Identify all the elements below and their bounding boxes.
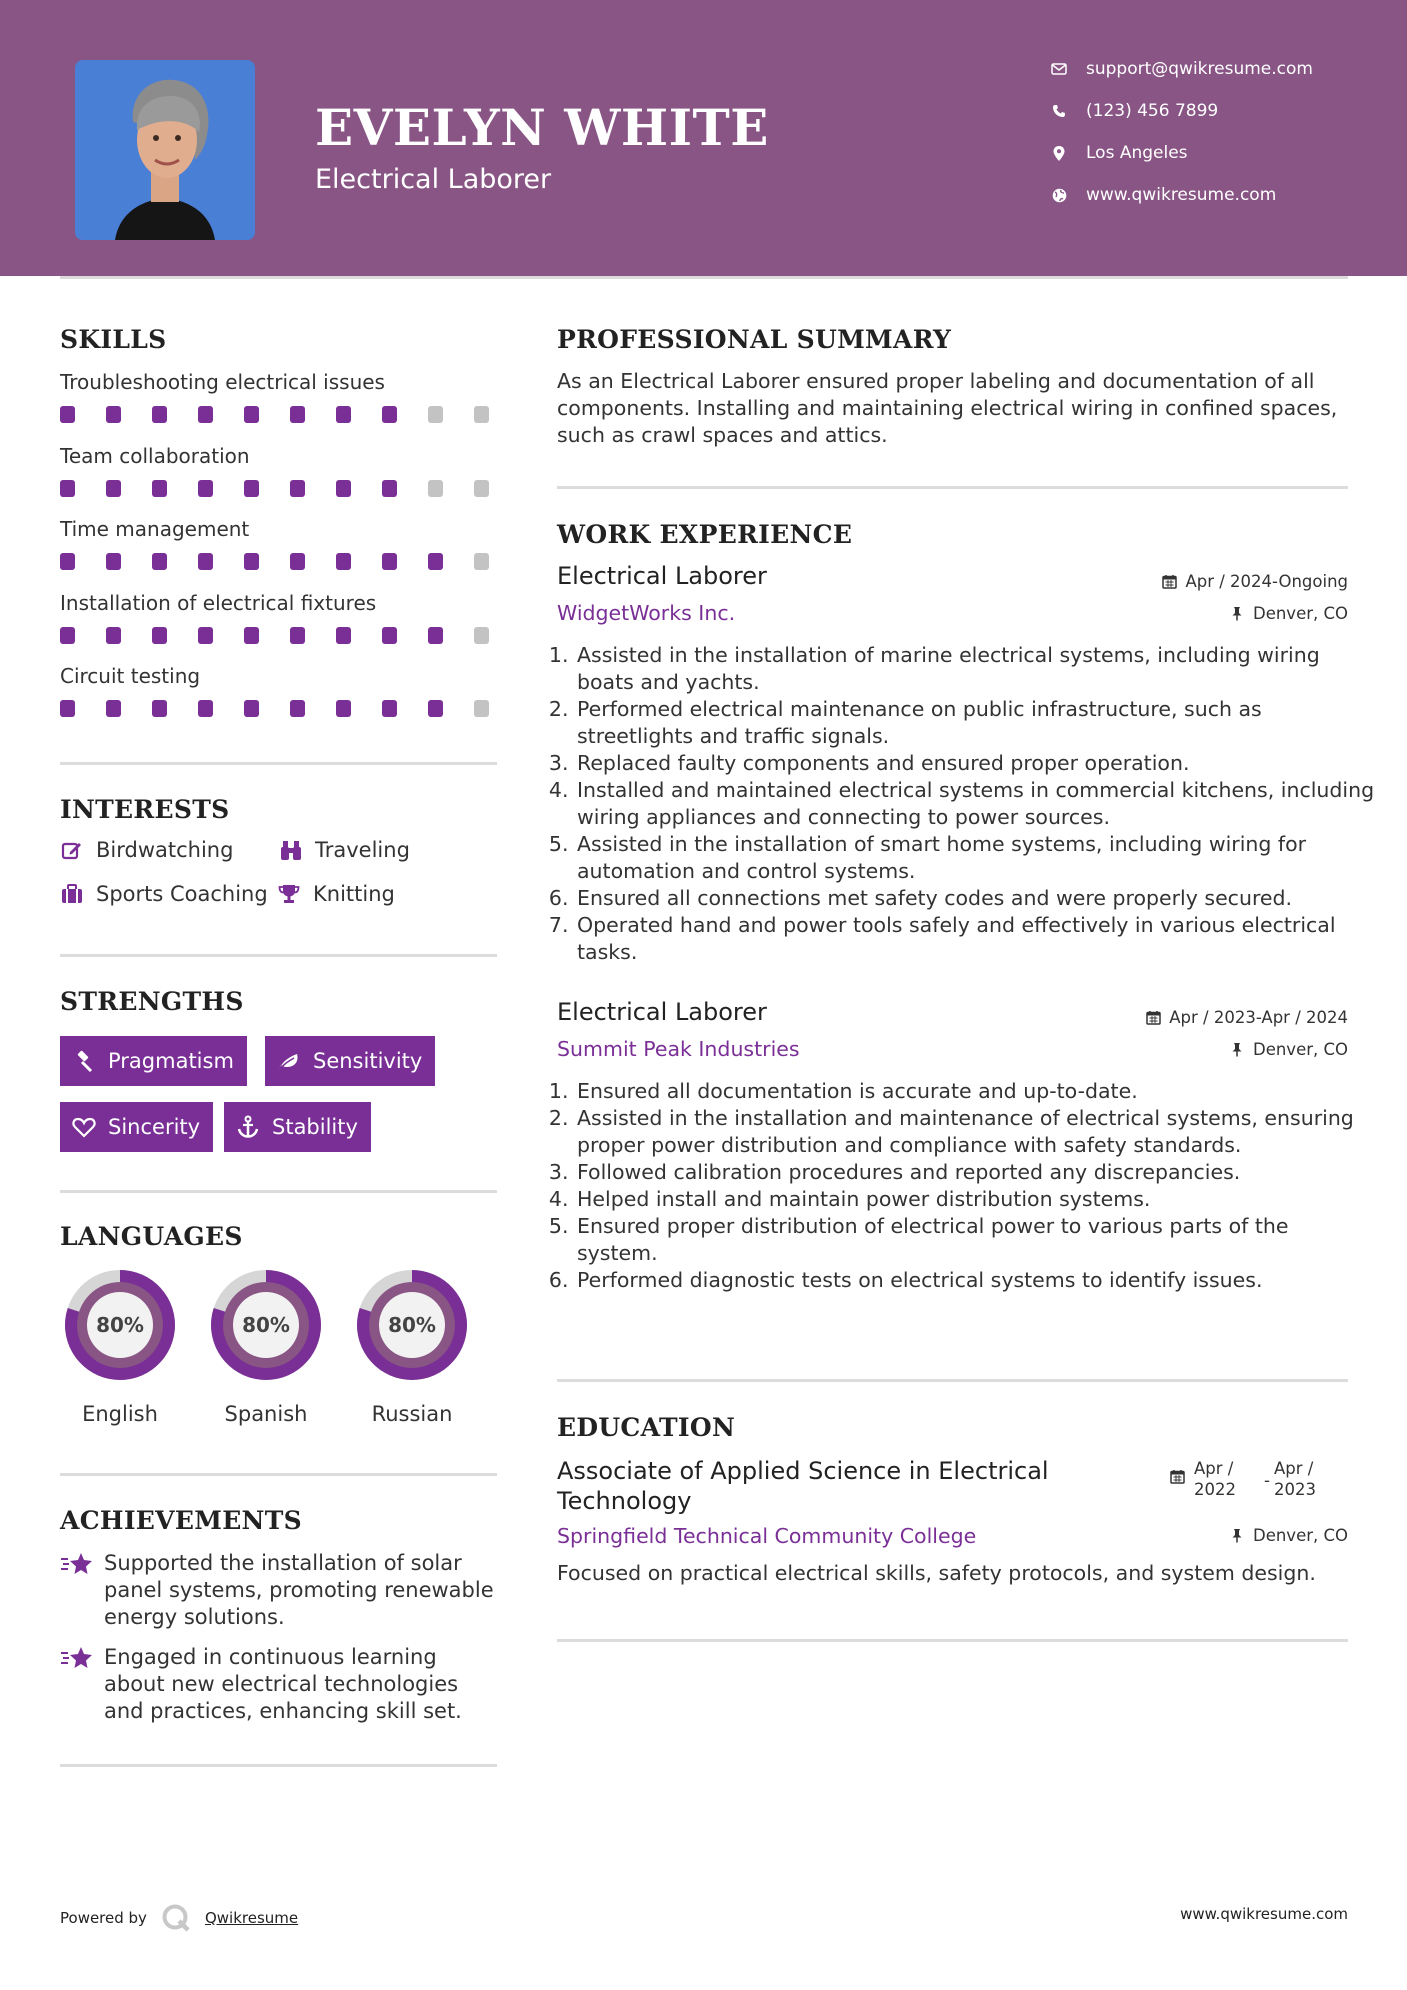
interest-label: Sports Coaching — [96, 882, 268, 906]
rating-dot-filled — [106, 700, 121, 717]
interests-title: INTERESTS — [60, 795, 230, 824]
skill-rating — [60, 406, 520, 423]
languages-title: LANGUAGES — [60, 1222, 243, 1251]
rating-dot-filled — [60, 406, 75, 423]
strength-label: Sincerity — [108, 1115, 201, 1139]
strength-label: Sensitivity — [313, 1049, 423, 1073]
work-divider — [557, 1379, 1348, 1382]
rating-dot-filled — [290, 480, 305, 497]
skills-title: SKILLS — [60, 325, 167, 354]
interest-label: Knitting — [313, 882, 395, 906]
skill-rating — [60, 553, 520, 570]
contact-website[interactable] — [1050, 185, 1276, 205]
responsibility-item: 5. Ensured proper distribution of electrical power to various parts of the system. — [575, 1213, 1375, 1267]
rating-dot-filled — [336, 480, 351, 497]
pin-icon — [1229, 1042, 1245, 1058]
skill-name: Time management — [60, 517, 250, 541]
responsibility-item: 1. Ensured all documentation is accurate and up-to-date. — [575, 1078, 1375, 1105]
company-name[interactable]: Summit Peak Industries — [557, 1037, 800, 1061]
powered-by-text: Powered by — [60, 1909, 147, 1927]
achievement-item — [60, 1644, 499, 1725]
responsibility-item: 6. Performed diagnostic tests on electrical systems to identify issues. — [575, 1267, 1375, 1294]
rating-dot-filled — [290, 700, 305, 717]
rating-dot-filled — [382, 406, 397, 423]
location-text: Denver, CO — [1252, 1526, 1348, 1545]
job-responsibilities — [552, 642, 1375, 966]
strength-label: Stability — [272, 1115, 358, 1139]
trophy-icon — [277, 882, 301, 906]
rating-dot-filled — [382, 700, 397, 717]
responsibility-item: 7. Operated hand and power tools safely and effectively in various electrical tasks. — [575, 912, 1375, 966]
binoculars-icon — [279, 838, 303, 862]
education-description: Focused on practical electrical skills, safety protocols, and system design. — [557, 1561, 1316, 1585]
job-title: Electrical Laborer — [557, 562, 767, 590]
achievement-item — [60, 1550, 499, 1631]
strength-sensitivity — [265, 1036, 435, 1086]
percent-label: 80% — [388, 1313, 436, 1337]
pen-square-icon — [60, 838, 84, 862]
skill-name: Installation of electrical fixtures — [60, 590, 377, 615]
education-title: EDUCATION — [557, 1413, 736, 1442]
education-location — [1229, 1526, 1348, 1545]
interest-traveling — [279, 838, 410, 862]
contact-phone[interactable] — [1050, 101, 1218, 121]
rating-dot-filled — [198, 406, 213, 423]
star-icon — [60, 1550, 94, 1580]
rating-dot-filled — [198, 700, 213, 717]
interest-knitting — [277, 882, 395, 906]
summary-text: As an Electrical Laborer ensured proper labeling and documentation of all components. Installing and maintaining electrical wiring in confined spaces, such as crawl spaces and attics. — [557, 369, 1338, 447]
pin-icon — [1229, 606, 1245, 622]
profile-photo — [75, 60, 255, 240]
header-divider — [60, 276, 1348, 279]
skills-divider — [60, 762, 497, 765]
rating-dot-empty — [474, 553, 489, 570]
date-separator: - — [1264, 1471, 1270, 1490]
strength-sincerity — [60, 1102, 213, 1152]
rating-dot-filled — [198, 480, 213, 497]
star-icon — [60, 1644, 94, 1674]
briefcase-icon — [60, 882, 84, 906]
start-date: Apr / 2022 — [1194, 1459, 1236, 1499]
skill-name: Team collaboration — [60, 443, 250, 468]
education-dates — [1170, 1458, 1324, 1500]
rating-dot-filled — [382, 480, 397, 497]
pin-icon — [1229, 1528, 1245, 1544]
rating-dot-empty — [474, 627, 489, 644]
rating-dot-filled — [106, 627, 121, 644]
rating-dot-filled — [152, 700, 167, 717]
rating-dot-filled — [152, 406, 167, 423]
school-name[interactable]: Springfield Technical Community College — [557, 1524, 977, 1548]
percent-label: 80% — [96, 1313, 144, 1337]
job-dates — [1145, 1008, 1348, 1027]
qwikresume-logo-icon — [161, 1903, 191, 1933]
work-title: WORK EXPERIENCE — [557, 520, 853, 549]
globe-icon — [1050, 186, 1068, 204]
candidate-name: EVELYN WHITE — [315, 98, 769, 157]
resume-header — [0, 0, 1407, 276]
skill-rating — [60, 480, 520, 497]
envelope-icon — [1050, 60, 1068, 78]
rating-dot-filled — [60, 627, 75, 644]
end-date: Apr / 2023 — [1273, 1459, 1316, 1499]
rating-dot-filled — [382, 553, 397, 570]
rating-dot-filled — [244, 480, 259, 497]
footer-website[interactable]: www.qwikresume.com — [1180, 1905, 1348, 1923]
job-title: Electrical Laborer — [557, 998, 767, 1026]
location-text: Los Angeles — [1086, 143, 1188, 163]
skill-name: Circuit testing — [60, 664, 201, 688]
heart-icon — [72, 1115, 96, 1139]
progress-ring — [351, 1264, 473, 1386]
rating-dot-filled — [428, 700, 443, 717]
location-text: Denver, CO — [1252, 604, 1348, 623]
calendar-icon — [1161, 574, 1177, 590]
rating-dot-empty — [428, 406, 443, 423]
rating-dot-filled — [152, 480, 167, 497]
responsibility-item: 6. Ensured all connections met safety codes and were properly secured. — [575, 885, 1375, 912]
responsibility-item: 5. Assisted in the installation of smart home systems, including wiring for automation and control systems. — [575, 831, 1375, 885]
rating-dot-filled — [152, 553, 167, 570]
responsibility-item: 2. Assisted in the installation and maintenance of electrical systems, ensuring proper power distribution and compliance with safety standards. — [575, 1105, 1375, 1159]
languages-divider — [60, 1473, 497, 1476]
rating-dot-filled — [244, 700, 259, 717]
achievement-text: Supported the installation of solar panel systems, promoting renewable energy solutions. — [104, 1551, 494, 1629]
job-location — [1229, 604, 1348, 623]
rating-dot-filled — [106, 553, 121, 570]
rating-dot-filled — [290, 406, 305, 423]
anchor-icon — [236, 1115, 260, 1139]
rating-dot-filled — [244, 627, 259, 644]
strength-label: Pragmatism — [108, 1049, 234, 1073]
language-name: Spanish — [224, 1402, 308, 1426]
rating-dot-filled — [60, 700, 75, 717]
responsibility-item: 4. Installed and maintained electrical systems in commercial kitchens, including wiring appliances and connecting to power sources. — [575, 777, 1375, 831]
skill-name: Troubleshooting electrical issues — [60, 370, 385, 394]
rating-dot-filled — [336, 700, 351, 717]
phone-icon — [1050, 102, 1068, 120]
job-location — [1229, 1040, 1348, 1059]
rating-dot-filled — [60, 480, 75, 497]
responsibility-item: 2. Performed electrical maintenance on public infrastructure, such as streetlights and traffic signals. — [575, 696, 1375, 750]
qwikresume-link[interactable]: Qwikresume — [204, 1909, 299, 1927]
summary-title: PROFESSIONAL SUMMARY — [557, 325, 952, 354]
rating-dot-empty — [474, 406, 489, 423]
map-marker-icon — [1050, 144, 1068, 162]
rating-dot-empty — [474, 700, 489, 717]
rating-dot-filled — [244, 553, 259, 570]
strengths-title: STRENGTHS — [60, 987, 244, 1016]
strengths-divider — [60, 1190, 497, 1193]
dates-text: Apr / 2024-Ongoing — [1185, 572, 1348, 591]
language-name: English — [82, 1402, 158, 1426]
rating-dot-filled — [198, 553, 213, 570]
achievements-title: ACHIEVEMENTS — [60, 1506, 302, 1535]
company-name[interactable]: WidgetWorks Inc. — [557, 601, 736, 625]
progress-ring — [59, 1264, 181, 1386]
job-dates — [1161, 572, 1348, 591]
phone-text[interactable]: (123) 456 7899 — [1086, 101, 1219, 121]
rating-dot-filled — [198, 627, 213, 644]
responsibility-item: 1. Assisted in the installation of marine electrical systems, including wiring boats and yachts. — [575, 642, 1375, 696]
interest-birdwatching — [60, 838, 233, 862]
degree-name: Associate of Applied Science in Electrical Technology — [557, 1457, 1049, 1515]
candidate-role: Electrical Laborer — [315, 164, 552, 195]
rating-dot-filled — [106, 480, 121, 497]
dates-text: Apr / 2023-Apr / 2024 — [1169, 1008, 1348, 1027]
skill-rating — [60, 627, 520, 644]
language-ring — [205, 1264, 327, 1390]
interests-divider — [60, 954, 497, 957]
achievements-divider — [60, 1764, 497, 1767]
contact-location — [1050, 143, 1188, 163]
rating-dot-filled — [428, 553, 443, 570]
email-text[interactable]: support@qwikresume.com — [1086, 59, 1313, 79]
calendar-icon — [1145, 1010, 1161, 1026]
rating-dot-filled — [290, 553, 305, 570]
responsibility-item: 3. Replaced faulty components and ensured proper operation. — [575, 750, 1375, 777]
rating-dot-filled — [382, 627, 397, 644]
language-ring — [351, 1264, 473, 1390]
rating-dot-filled — [336, 406, 351, 423]
rating-dot-empty — [474, 480, 489, 497]
progress-ring — [205, 1264, 327, 1386]
rating-dot-filled — [106, 406, 121, 423]
summary-divider — [557, 486, 1348, 489]
leaf-icon — [277, 1049, 301, 1073]
percent-label: 80% — [242, 1313, 290, 1337]
language-name: Russian — [371, 1402, 453, 1426]
strength-stability — [224, 1102, 371, 1152]
location-text: Denver, CO — [1252, 1040, 1348, 1059]
skill-rating — [60, 700, 520, 717]
gavel-icon — [72, 1049, 96, 1073]
contact-email[interactable] — [1050, 59, 1313, 79]
interest-label: Birdwatching — [96, 838, 234, 862]
interest-label: Traveling — [315, 838, 410, 862]
job-responsibilities — [552, 1078, 1375, 1294]
rating-dot-empty — [428, 480, 443, 497]
calendar-icon — [1170, 1469, 1186, 1485]
rating-dot-filled — [428, 627, 443, 644]
rating-dot-filled — [244, 406, 259, 423]
education-divider — [557, 1639, 1348, 1642]
rating-dot-filled — [336, 627, 351, 644]
rating-dot-filled — [336, 553, 351, 570]
rating-dot-filled — [290, 627, 305, 644]
rating-dot-filled — [152, 627, 167, 644]
rating-dot-filled — [60, 553, 75, 570]
language-ring — [59, 1264, 181, 1390]
footer-powered-by — [60, 1903, 298, 1933]
responsibility-item: 4. Helped install and maintain power distribution systems. — [575, 1186, 1375, 1213]
strength-pragmatism — [60, 1036, 247, 1086]
interest-sports-coaching — [60, 882, 268, 906]
responsibility-item: 3. Followed calibration procedures and reported any discrepancies. — [575, 1159, 1375, 1186]
website-text[interactable]: www.qwikresume.com — [1086, 185, 1277, 205]
achievement-text: Engaged in continuous learning about new electrical technologies and practices, enhancing skill set. — [104, 1645, 462, 1723]
